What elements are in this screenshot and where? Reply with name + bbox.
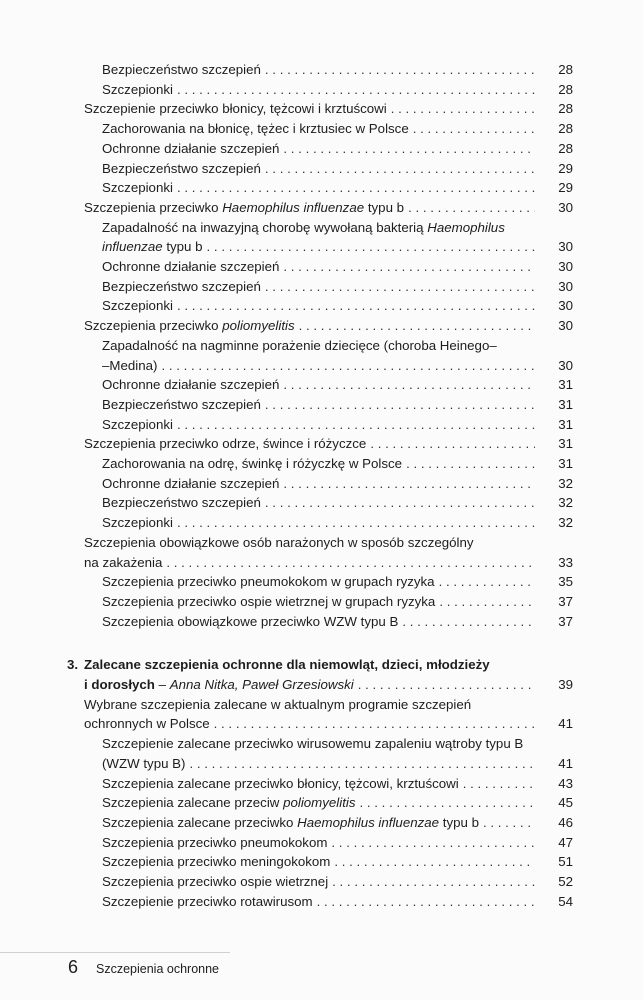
dot-leader xyxy=(177,415,535,435)
dot-leader xyxy=(283,375,535,395)
toc-entry-page: 30 xyxy=(558,357,573,373)
toc-entry xyxy=(102,813,573,833)
dot-leader xyxy=(214,714,535,734)
dot-leader xyxy=(358,675,535,695)
dot-leader xyxy=(483,813,535,833)
toc-entry xyxy=(102,375,573,395)
toc-entry-page: 45 xyxy=(558,795,573,811)
toc-entry-page: 28 xyxy=(558,62,573,77)
toc-entry-page: 28 xyxy=(558,81,573,97)
toc-entry-title: (WZW typu B) xyxy=(102,755,186,771)
toc-entry-title: Ochronne działanie szczepień xyxy=(102,475,280,491)
toc-entry xyxy=(102,833,573,853)
toc-entry-page: 32 xyxy=(558,475,573,491)
toc-entry-page: 28 xyxy=(558,140,573,156)
dot-leader xyxy=(166,553,535,573)
toc-entry xyxy=(102,80,573,100)
toc-entry xyxy=(102,415,573,435)
dot-leader xyxy=(360,793,535,813)
toc-entry-page: 28 xyxy=(558,101,573,117)
toc-entry xyxy=(102,336,573,356)
toc-entry xyxy=(102,892,573,912)
dot-leader xyxy=(177,178,535,198)
toc-entry-title: Szczepienia zalecane przeciwko błonicy, tężcowi, krztuścowi xyxy=(102,775,459,791)
toc-entry-page: 33 xyxy=(558,554,573,570)
toc-entry xyxy=(84,198,573,218)
toc-entry-title: Szczepienia przeciwko meningokokom xyxy=(102,854,331,870)
toc-entry-title: Szczepienie zalecane przeciwko wirusowemu zapaleniu wątroby typu B xyxy=(102,736,524,752)
toc-entry-title: Bezpieczeństwo szczepień xyxy=(102,495,261,511)
toc-entry-page: 32 xyxy=(558,515,573,531)
toc-entry-page: 30 xyxy=(558,298,573,314)
toc-entry-title: Wybrane szczepienia zalecane w aktualnym programie szczepień xyxy=(84,696,472,712)
toc-entry-title: Ochronne działanie szczepień xyxy=(102,259,280,274)
footer-book-title: Szczepienia ochronne xyxy=(96,962,219,976)
toc-entry-page: 31 xyxy=(558,396,573,412)
toc-entry xyxy=(102,119,573,139)
toc-entry-title: Szczepienia przeciwko ospie wietrznej xyxy=(102,874,329,889)
toc-entry-title: Szczepionki xyxy=(102,81,173,97)
toc-entry-page: 35 xyxy=(558,574,573,590)
toc-entry xyxy=(102,296,573,316)
toc-entry xyxy=(84,316,573,336)
toc-entry-page: 46 xyxy=(558,814,573,830)
dot-leader xyxy=(177,513,535,533)
toc-entry xyxy=(102,356,573,376)
toc-entry xyxy=(67,655,573,675)
toc-entry-page: 43 xyxy=(558,775,573,791)
toc-entry xyxy=(102,257,573,277)
dot-leader xyxy=(413,119,535,139)
toc-entry-title: Zachorowania na błonicę, tężec i krztusiec w Polsce xyxy=(102,121,409,137)
dot-leader xyxy=(177,80,535,100)
toc-entry-title: Ochronne działanie szczepień xyxy=(102,377,280,393)
dot-leader xyxy=(439,592,535,612)
toc-entry-title: Szczepienia przeciwko pneumokokom xyxy=(102,834,328,850)
dot-leader xyxy=(402,612,535,632)
toc-entry xyxy=(84,695,573,715)
toc-entry-page: 41 xyxy=(558,755,573,771)
dot-leader xyxy=(189,754,535,774)
toc-entry-title: influenzae typu b xyxy=(102,239,203,255)
toc-entry xyxy=(84,434,573,454)
toc-entry-title: Bezpieczeństwo szczepień xyxy=(102,396,261,412)
dot-leader xyxy=(207,237,535,257)
toc-entry xyxy=(102,793,573,813)
dot-leader xyxy=(408,198,535,218)
toc-entry xyxy=(102,852,573,872)
toc-entry-title: Szczepienia przeciwko poliomyelitis xyxy=(84,318,295,334)
footer-divider xyxy=(0,952,230,953)
toc-entry xyxy=(102,774,573,794)
toc-entry-title: Szczepionki xyxy=(102,515,173,531)
dot-leader xyxy=(370,434,535,454)
toc-entry-title: ochronnych w Polsce xyxy=(84,716,210,732)
toc-entry xyxy=(102,139,573,159)
dot-leader xyxy=(265,493,535,513)
dot-leader xyxy=(439,572,535,592)
dot-leader xyxy=(283,139,535,159)
toc-entry xyxy=(84,533,573,553)
toc-entry xyxy=(102,454,573,474)
toc-entry xyxy=(102,572,573,592)
toc-entry-page: 51 xyxy=(558,854,573,870)
toc-entry-title: Szczepionki xyxy=(102,416,173,432)
dot-leader xyxy=(161,356,535,376)
toc-entry-title: Bezpieczeństwo szczepień xyxy=(102,62,261,77)
toc-entry-title: Szczepionki xyxy=(102,298,173,314)
dot-leader xyxy=(406,454,535,474)
footer-page-number: 6 xyxy=(68,957,79,977)
toc-entry-title: i dorosłych – Anna Nitka, Paweł Grzesiowski xyxy=(84,677,354,692)
toc-entry-page: 41 xyxy=(558,716,573,732)
toc-entry-title: –Medina) xyxy=(102,357,158,373)
toc-entry-page: 52 xyxy=(558,874,573,889)
toc-entry xyxy=(102,734,573,754)
toc-entry xyxy=(102,277,573,297)
toc-entry-title: Szczepienia obowiązkowe przeciwko WZW typu B xyxy=(102,613,399,629)
toc-entry-title: Ochronne działanie szczepień xyxy=(102,140,280,156)
toc-entry xyxy=(102,612,573,632)
toc-entry xyxy=(102,237,573,257)
toc-entry-page: 30 xyxy=(558,259,573,274)
toc-entry xyxy=(102,395,573,415)
toc-entry xyxy=(102,218,573,238)
toc-entry xyxy=(102,60,573,80)
dot-leader xyxy=(265,277,535,297)
chapter-number: 3. xyxy=(67,657,79,673)
dot-leader xyxy=(265,395,535,415)
toc-entry-page: 31 xyxy=(558,377,573,393)
toc-entry-authors: Anna Nitka, Paweł Grzesiowski xyxy=(169,677,354,692)
dot-leader xyxy=(317,892,535,912)
toc-entry-title: Szczepienia przeciwko pneumokokom w grupach ryzyka xyxy=(102,574,435,590)
toc-entry-page: 30 xyxy=(558,278,573,294)
toc-entry-title: Szczepienie przeciwko rotawirusom xyxy=(102,893,313,909)
toc-entry-title: Bezpieczeństwo szczepień xyxy=(102,278,261,294)
toc-entry-title: Szczepienia przeciwko odrze, śwince i różyczce xyxy=(84,436,367,452)
dot-leader xyxy=(391,99,535,119)
dot-leader xyxy=(463,774,535,794)
toc-entry xyxy=(102,513,573,533)
toc-entry-title: Szczepienia przeciwko Haemophilus influenzae typu b xyxy=(84,199,405,215)
toc-entry xyxy=(102,872,573,892)
toc-entry-page: 30 xyxy=(558,199,573,215)
toc-entry xyxy=(102,592,573,612)
toc-entry-title: Zapadalność na inwazyjną chorobę wywołaną bakterią Haemophilus xyxy=(102,219,505,235)
toc-entry xyxy=(102,754,573,774)
dot-leader xyxy=(299,316,535,336)
toc-entry-page: 29 xyxy=(558,160,573,176)
dot-leader xyxy=(265,159,535,179)
toc-entry-title: Szczepionki xyxy=(102,180,173,196)
toc-entry xyxy=(84,675,573,695)
toc-entry-page: 28 xyxy=(558,121,573,137)
toc-entry-page: 31 xyxy=(558,436,573,452)
toc-entry-page: 30 xyxy=(558,239,573,255)
toc-entry-title: Szczepienia zalecane przeciw poliomyelitis xyxy=(102,795,356,811)
toc-entry xyxy=(84,553,573,573)
dot-leader xyxy=(265,60,535,80)
toc-entry-title: Zachorowania na odrę, świnkę i różyczkę w Polsce xyxy=(102,456,403,471)
toc-entry-title: Zalecane szczepienia ochronne dla niemowląt, dzieci, młodzieży xyxy=(84,657,490,673)
toc-entry-page: 31 xyxy=(558,456,573,471)
toc-entry-page: 39 xyxy=(558,677,573,692)
toc-entry-title: Szczepienia obowiązkowe osób narażonych w sposób szczególny xyxy=(84,534,474,550)
dot-leader xyxy=(332,872,535,892)
toc-entry xyxy=(102,493,573,513)
toc-entry xyxy=(102,178,573,198)
toc-entry-title: Bezpieczeństwo szczepień xyxy=(102,160,261,176)
toc-entry-title: Szczepienie przeciwko błonicy, tężcowi i krztuścowi xyxy=(84,101,387,117)
dot-leader xyxy=(283,257,535,277)
toc-entry-title: na zakażenia xyxy=(84,554,163,570)
dot-leader xyxy=(177,296,535,316)
toc-entry xyxy=(102,159,573,179)
toc-entry xyxy=(84,714,573,734)
toc-entry-page: 32 xyxy=(558,495,573,511)
toc-entry xyxy=(102,474,573,494)
toc-entry-page: 31 xyxy=(558,416,573,432)
toc-entry xyxy=(84,99,573,119)
toc-entry-page: 54 xyxy=(558,893,573,909)
toc-entry-page: 47 xyxy=(558,834,573,850)
toc-entry-title: Zapadalność na nagminne porażenie dziecięce (choroba Heinego– xyxy=(102,337,497,353)
toc-entry-page: 30 xyxy=(558,318,573,334)
dot-leader xyxy=(283,474,535,494)
toc-entry-page: 37 xyxy=(558,613,573,629)
toc-entry-page: 29 xyxy=(558,180,573,196)
dot-leader xyxy=(334,852,535,872)
toc-entry-title: Szczepienia przeciwko ospie wietrznej w grupach ryzyka xyxy=(102,593,436,609)
dot-leader xyxy=(331,833,535,853)
toc-entry-page: 37 xyxy=(558,593,573,609)
toc-entry-title: Szczepienia zalecane przeciwko Haemophilus influenzae typu b xyxy=(102,814,479,830)
